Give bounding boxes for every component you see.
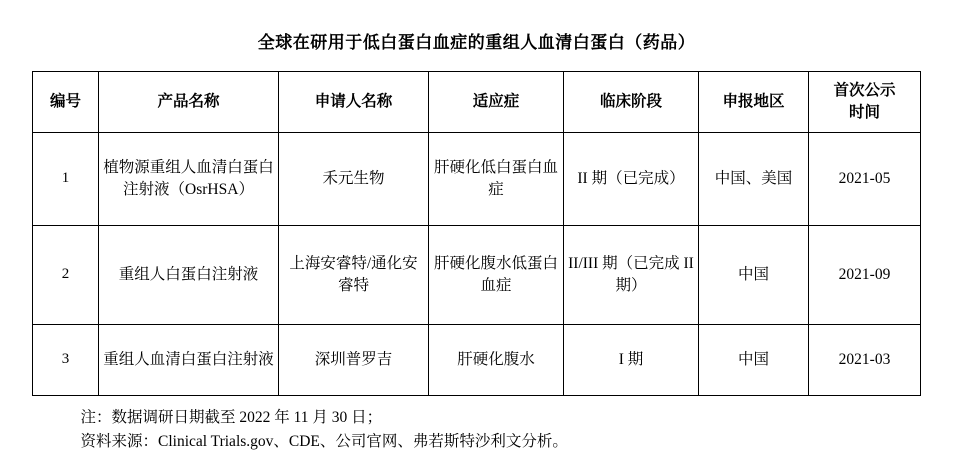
cell-region: 中国、美国 [699,133,809,226]
column-header-region: 申报地区 [699,72,809,133]
column-header-stage: 临床阶段 [564,72,699,133]
table-row [33,226,921,325]
cell-applicant: 深圳普罗吉 [279,325,429,396]
column-header-product: 产品名称 [99,72,279,133]
cell-region: 中国 [699,226,809,325]
table-row [33,325,921,396]
page-title: 全球在研用于低白蛋白血症的重组人血清白蛋白（药品） [257,33,696,52]
cell-stage: II/III 期（已完成 II 期） [564,226,699,325]
cell-number: 3 [33,325,99,396]
column-header-date-line2: 时间 [848,104,880,121]
cell-applicant: 禾元生物 [279,133,429,226]
column-header-indication: 适应症 [429,72,564,133]
cell-product: 重组人血清白蛋白注射液 [99,325,279,396]
cell-date: 2021-03 [809,325,921,396]
cell-indication: 肝硬化腹水低蛋白血症 [429,226,564,325]
column-header-applicant: 申请人名称 [279,72,429,133]
note-survey-date: 注：数据调研日期截至 2022 年 11 月 30 日； [80,409,383,426]
drug-pipeline-table [32,71,921,396]
table-row [33,133,921,226]
cell-indication: 肝硬化低白蛋白血症 [429,133,564,226]
cell-date: 2021-05 [809,133,921,226]
cell-number: 2 [33,226,99,325]
cell-number: 1 [33,133,99,226]
note-data-source: 资料来源：Clinical Trials.gov、CDE、公司官网、弗若斯特沙利文分析。 [80,433,568,451]
table-notes [33,406,921,454]
column-header-date-line1: 首次公示 [833,82,896,99]
cell-stage: I 期 [564,325,699,396]
cell-applicant: 上海安睿特/通化安睿特 [279,226,429,325]
cell-product: 植物源重组人血清白蛋白注射液（OsrHSA） [99,133,279,226]
column-header-number: 编号 [33,72,99,133]
column-header-first-disclosure-date [809,72,921,133]
cell-indication: 肝硬化腹水 [429,325,564,396]
table-header-row [33,72,921,133]
cell-date: 2021-09 [809,226,921,325]
cell-region: 中国 [699,325,809,396]
cell-product: 重组人白蛋白注射液 [99,226,279,325]
cell-stage: II 期（已完成） [564,133,699,226]
